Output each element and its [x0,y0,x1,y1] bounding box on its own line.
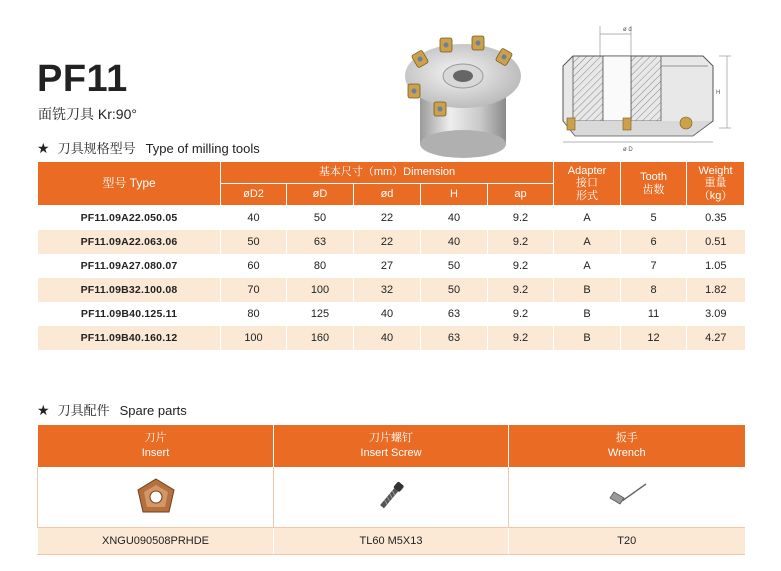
cell-d: 27 [354,254,421,278]
table-row [38,326,745,350]
col-d: ød [354,184,421,206]
col-type: 型号 Type [38,162,221,206]
cell-tooth: 8 [621,278,687,302]
col-ap: ap [488,184,554,206]
screw-icon [371,476,411,516]
cell-model: PF11.09A27.080.07 [38,254,221,278]
cell-weight: 0.35 [687,206,745,231]
cell-tooth: 11 [621,302,687,326]
dim-D-label: ø D [623,147,633,153]
cell-model: PF11.09B40.160.12 [38,326,221,350]
cell-adapter: B [554,302,621,326]
cell-D: 125 [287,302,354,326]
cell-model: PF11.09B40.125.11 [38,302,221,326]
col-D: øD [287,184,354,206]
cell-adapter: B [554,278,621,302]
cell-H: 63 [421,302,488,326]
col-tooth: Tooth 齿数 [621,162,687,206]
cell-ap: 9.2 [488,254,554,278]
insert-code: XNGU090508PRHDE [38,528,274,555]
cell-adapter: A [554,254,621,278]
parts-col-screw: 刀片螺钉 Insert Screw [274,425,509,467]
cell-D2: 50 [221,230,287,254]
table-row [38,278,745,302]
spec-table [37,161,745,350]
cell-tooth: 12 [621,326,687,350]
star-icon: ★ [37,402,50,418]
cell-D: 80 [287,254,354,278]
parts-col-wrench: 扳手 Wrench [509,425,745,467]
col-dimension: 基本尺寸（mm）Dimension [221,162,554,184]
cell-weight: 1.05 [687,254,745,278]
cell-ap: 9.2 [488,230,554,254]
cell-weight: 0.51 [687,230,745,254]
table-row [38,254,745,278]
section-heading-tools: ★ 刀具规格型号 Type of milling tools [37,140,260,156]
col-weight: Weight 重量 （kg） [687,162,745,206]
cell-tooth: 5 [621,206,687,231]
cell-adapter: A [554,206,621,231]
section-heading-parts: ★ 刀具配件 Spare parts [37,402,187,418]
cell-ap: 9.2 [488,206,554,231]
star-icon: ★ [37,140,50,156]
cell-D2: 100 [221,326,287,350]
page-title: PF11 [37,58,128,100]
wrench-icon [602,476,652,516]
screw-image-cell [274,467,509,528]
cell-model: PF11.09A22.063.06 [38,230,221,254]
cell-D: 160 [287,326,354,350]
parts-table [37,425,745,555]
cell-ap: 9.2 [488,302,554,326]
dim-h-label: H [716,90,721,96]
col-adapter: Adapter 接口 形式 [554,162,621,206]
cell-weight: 4.27 [687,326,745,350]
dim-d-label: ø d [623,27,632,33]
cell-model: PF11.09B32.100.08 [38,278,221,302]
cell-d: 22 [354,206,421,231]
cell-weight: 1.82 [687,278,745,302]
cell-D: 50 [287,206,354,231]
table-row [38,230,745,254]
insert-image-cell [38,467,274,528]
cell-d: 22 [354,230,421,254]
cell-H: 40 [421,230,488,254]
cell-D2: 60 [221,254,287,278]
parts-col-insert: 刀片 Insert [38,425,274,467]
cell-ap: 9.2 [488,326,554,350]
table-row [38,302,745,326]
cell-H: 63 [421,326,488,350]
cell-D: 100 [287,278,354,302]
col-d2: øD2 [221,184,287,206]
page-subtitle: 面铣刀具 Kr:90° [38,106,137,122]
cross-section-drawing [553,26,748,156]
cell-H: 50 [421,278,488,302]
cell-D2: 80 [221,302,287,326]
cell-tooth: 7 [621,254,687,278]
cell-weight: 3.09 [687,302,745,326]
col-H: H [421,184,488,206]
cell-adapter: A [554,230,621,254]
cell-adapter: B [554,326,621,350]
cell-H: 40 [421,206,488,231]
cell-model: PF11.09A22.050.05 [38,206,221,231]
cell-D2: 40 [221,206,287,231]
table-row [38,206,745,231]
milling-cutter-image [398,26,528,166]
wrench-code: T20 [509,528,745,555]
cell-ap: 9.2 [488,278,554,302]
screw-code: TL60 M5X13 [274,528,509,555]
cell-D: 63 [287,230,354,254]
cell-H: 50 [421,254,488,278]
cell-d: 40 [354,326,421,350]
insert-icon [134,476,178,516]
cell-d: 32 [354,278,421,302]
cell-tooth: 6 [621,230,687,254]
cell-d: 40 [354,302,421,326]
cell-D2: 70 [221,278,287,302]
wrench-image-cell [509,467,745,528]
